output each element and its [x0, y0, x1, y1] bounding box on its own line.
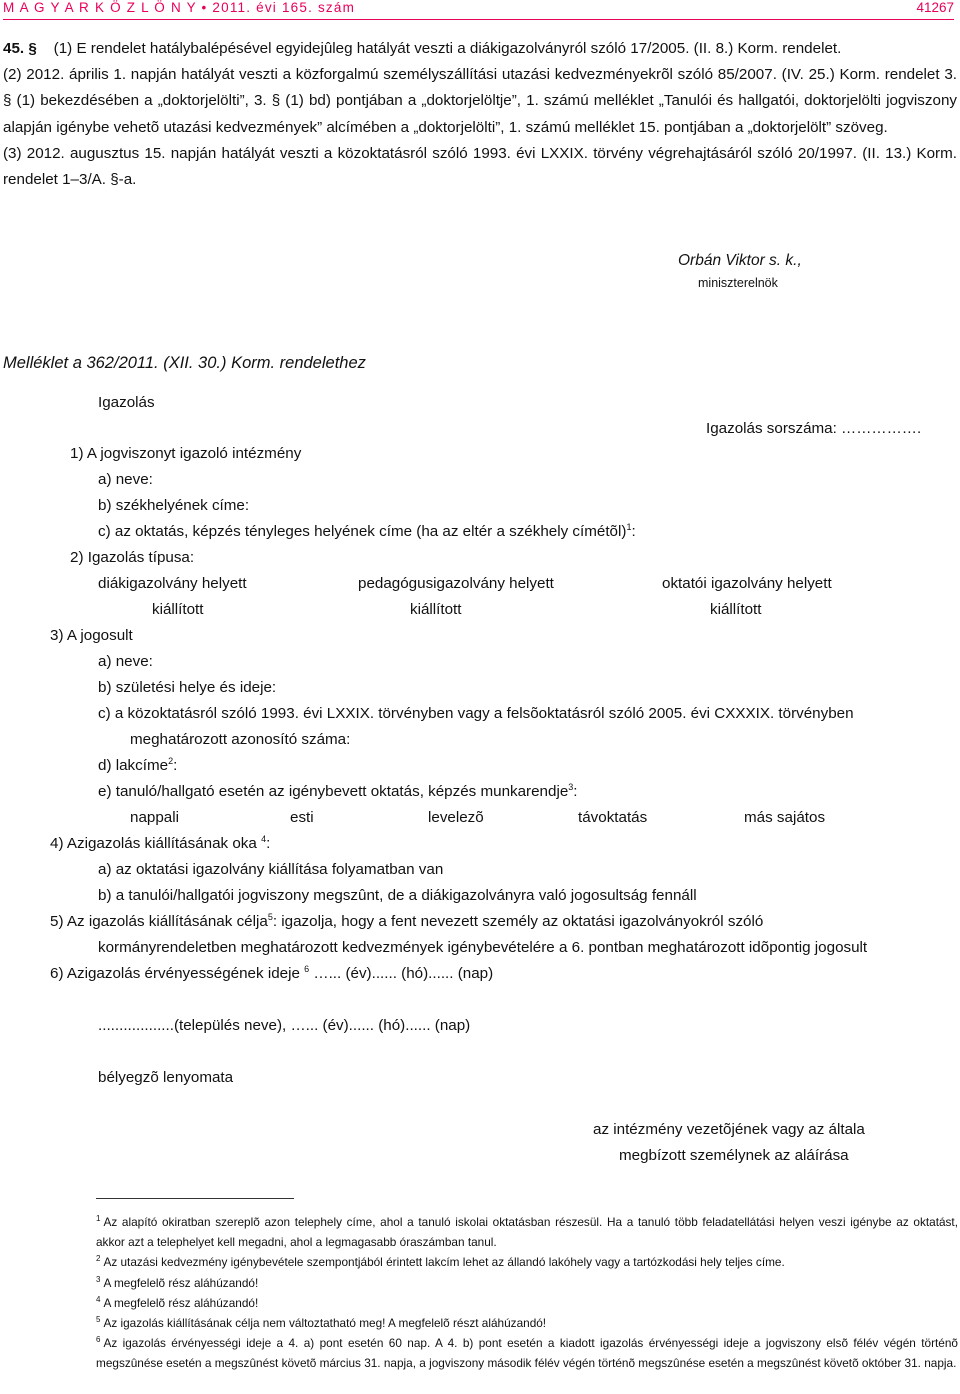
- type-lecturer-card-issued: kiállított: [710, 601, 762, 618]
- signature-label-2: megbízott személynek az aláírása: [619, 1147, 849, 1164]
- item-1b-seat: b) székhelyének címe:: [98, 497, 250, 514]
- footnote: $^4$ A megfelelõ rész aláhúzandó!: [96, 1294, 259, 1310]
- item-3d-address: d) lakcíme$^2$:: [98, 755, 178, 774]
- item-1c-location: c) az oktatás, képzés tényleges helyének címe (ha az eltér a székhely címétõl)$^1$:: [98, 521, 636, 540]
- schedule-day: nappali: [130, 809, 179, 826]
- footnote: $^2$ Az utazási kedvezmény igénybevétele szempontjából érintett lakcím lehet az állandó lakóhely vagy a tartózkodási hely teljes címe.: [96, 1254, 785, 1270]
- section-45-para-3: (3) 2012. augusztus 15. napján hatályát veszti a közoktatásról szóló 1993. évi LXXIX. törvény végrehajtásáról szóló 20/1997. (II. 13.) Korm. rendelet 1–3/A. §-a.: [3, 144, 957, 189]
- item-5-purpose-line-2: kormányrendeletben meghatározott kedvezmények igénybevételére a 6. pontban meghatározott idõpontig jogosult: [98, 939, 868, 956]
- schedule-other: más sajátos: [744, 809, 826, 826]
- footnote: $^3$ A megfelelõ rész aláhúzandó!: [96, 1274, 259, 1290]
- annex-title: Melléklet a 362/2011. (XII. 30.) Korm. rendelethez: [3, 354, 366, 372]
- footnote-rule: [96, 1198, 294, 1199]
- item-6-validity: 6) Azigazolás érvényességének ideje $^6$ …... (év)...... (hó)...... (nap): [50, 963, 494, 982]
- item-1a-name: a) neve:: [98, 471, 153, 488]
- footnotes: [96, 1212, 958, 1374]
- item-3e-schedule: e) tanuló/hallgató esetén az igénybevett oktatás, képzés munkarendje$^3$:: [98, 781, 578, 800]
- section-45-para-2: (2) 2012. április 1. napján hatályát veszti a közforgalmú személyszállítási utazási kedvezményekrõl szóló 85/2007. (IV. 25.) Korm. rendelet 3. § (1) bekezdésében a „doktorjelölti”, 3. § (1) bd) pontjában a „doktorjelöltje”, 1. számú melléklet „Tanulói és hallgatói, doktorjelölti jogviszony alapján igénybe vehetõ utazási kedvezmények” alcímében a „doktorjelölti”, 1. számú melléklet 15. pontjában a „doktorjelölt” szöveg.: [3, 66, 957, 136]
- type-student-card: diákigazolvány helyett: [98, 575, 247, 592]
- schedule-distance: távoktatás: [578, 809, 648, 826]
- signature-name: Orbán Viktor s. k.,: [678, 252, 802, 269]
- item-1-institution: 1) A jogviszonyt igazoló intézmény: [70, 445, 302, 462]
- section-45-para-1: 45. § (1) E rendelet hatálybalépésével egyidejûleg hatályát veszti a diákigazolványról szóló 17/2005. (II. 8.) Korm. rendelet.: [3, 40, 842, 57]
- item-2-type: 2) Igazolás típusa:: [70, 549, 195, 566]
- type-student-card-issued: kiállított: [152, 601, 204, 618]
- type-teacher-card-issued: kiállított: [410, 601, 462, 618]
- signature-label-1: az intézmény vezetõjének vagy az általa: [593, 1121, 865, 1138]
- form-serial: Igazolás sorszáma: …………….: [706, 420, 922, 437]
- page-number: 41267: [916, 0, 954, 15]
- type-teacher-card: pedagógusigazolvány helyett: [358, 575, 554, 592]
- schedule-evening: esti: [290, 809, 314, 826]
- footnote: $^6$ Az igazolás érvényességi ideje a 4. a) pont esetén 60 nap. A 4. b) pont esetén a kiadott igazolás érvényességi ideje a jogviszony elsõ félév végén történõ megszûnése esetén a megszûnést követõ március 31. napja, a jogviszony második félév végén történõ megszûnése esetén a megszûnést követõ október 31. napja.: [96, 1335, 958, 1371]
- item-3-holder: 3) A jogosult: [50, 627, 133, 644]
- item-4-reason: 4) Azigazolás kiállításának oka $^4$:: [50, 833, 271, 852]
- item-3a-name: a) neve:: [98, 653, 153, 670]
- schedule-correspondence: levelezõ: [428, 809, 484, 826]
- footnote: $^5$ Az igazolás kiállításának célja nem változtatható meg! A megfelelõ részt aláhúzandó!: [96, 1315, 547, 1331]
- place-date-line: ..................(település neve), …... (év)...... (hó)...... (nap): [98, 1017, 471, 1034]
- item-5-purpose: 5) Az igazolás kiállításának célja$^5$: igazolja, hogy a fent nevezett személy az oktatási igazolványokról szóló: [50, 911, 764, 930]
- journal-title: M A G Y A R K Ö Z L Ö N Y • 2011. évi 165. szám: [3, 0, 356, 15]
- item-3b-birth: b) születési helye és ideje:: [98, 679, 277, 696]
- stamp-label: bélyegzõ lenyomata: [98, 1069, 234, 1086]
- form-title: Igazolás: [98, 394, 155, 411]
- section-number: 45. §: [3, 40, 37, 57]
- signature-title: miniszterelnök: [698, 276, 778, 290]
- footnote: $^1$ Az alapító okiratban szereplõ azon telephely címe, ahol a tanuló iskolai oktatásban részesül. Ha a tanuló több feladatellátási helyen veszi igénybe az oktatást, akkor azt a telephelyet kell megadni, ahol a legmagasabb óraszámban tanul.: [96, 1214, 958, 1250]
- type-lecturer-card: oktatói igazolvány helyett: [662, 575, 832, 592]
- item-4b-reason: b) a tanulói/hallgatói jogviszony megszûnt, de a diákigazolványra való jogosultság fennáll: [98, 887, 697, 904]
- item-3c-id-line-1: c) a közoktatásról szóló 1993. évi LXXIX. törvényben vagy a felsõoktatásról szóló 2005. évi CXXXIX. törvényben: [98, 705, 854, 722]
- item-4a-reason: a) az oktatási igazolvány kiállítása folyamatban van: [98, 861, 444, 878]
- item-3c-id-line-2: meghatározott azonosító száma:: [130, 731, 351, 748]
